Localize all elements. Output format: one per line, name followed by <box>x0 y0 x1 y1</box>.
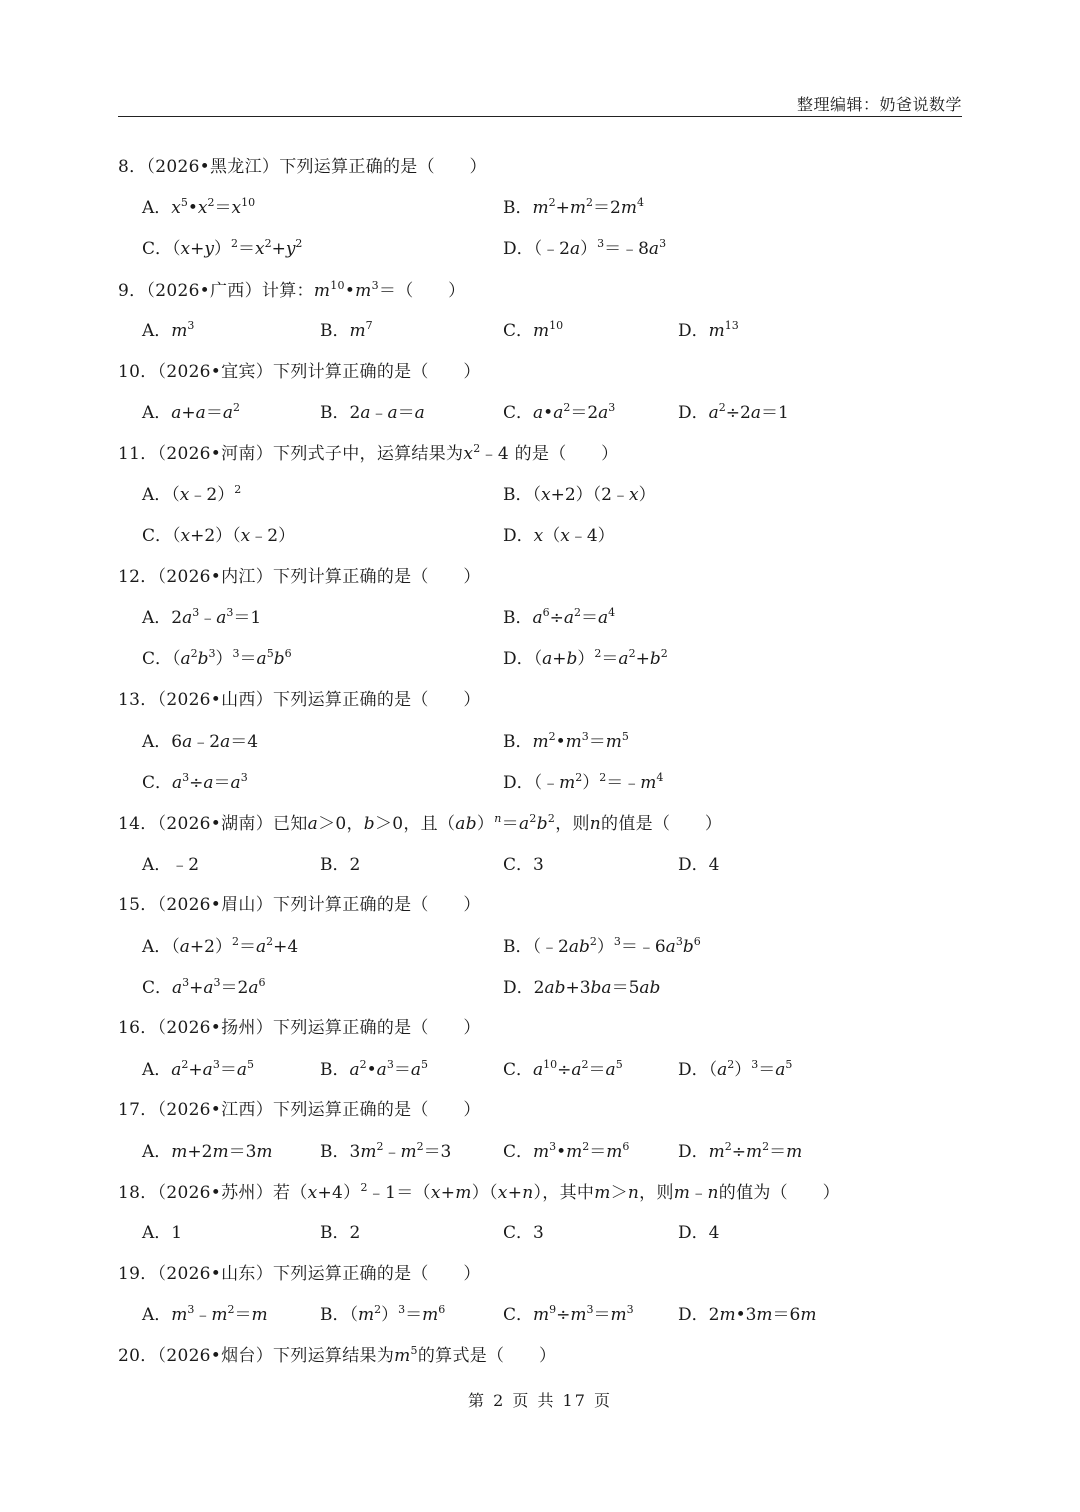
question-19-stem: 19．（2026•山东）下列运算正确的是（ ） <box>118 1264 481 1284</box>
question-11-option-d: D．x（x﹣4） <box>503 526 615 546</box>
question-15-option-a: A．$(a+2)^2=a^2+4$ <box>142 935 299 957</box>
question-14-stem: 14．（2026•湖南）已知a＞0，b＞0，且$(ab)^n=a^2b^2$，则n的值是（ ） <box>118 812 723 834</box>
question-15-option-d: D．2ab+3ba＝5ab <box>503 978 661 998</box>
question-9-option-a: A．$m^3$ <box>142 319 195 341</box>
question-18-option-c: C．3 <box>503 1223 544 1243</box>
question-19-option-d: D．2m•3m＝6m <box>678 1305 817 1325</box>
question-10-option-a: A．$a+a=a^2$ <box>142 401 240 423</box>
question-14-option-d: D．4 <box>678 855 720 875</box>
question-10-option-d: D．$a^2\div 2a=1$ <box>678 401 789 423</box>
question-18-option-d: D．4 <box>678 1223 720 1243</box>
question-18-option-b: B．2 <box>320 1223 361 1243</box>
question-9-option-d: D．$m^{13}$ <box>678 319 739 341</box>
question-10-option-b: B．2a﹣a＝a <box>320 403 425 423</box>
question-17-stem: 17．（2026•江西）下列运算正确的是（ ） <box>118 1100 481 1120</box>
question-8-option-b: B．$m^2+m^2=2m^4$ <box>503 196 644 218</box>
question-12-option-d: D．$(a+b)^2=a^2+b^2$ <box>503 647 668 669</box>
question-12-option-b: B．$a^6\div a^2=a^4$ <box>503 606 616 628</box>
question-16-option-b: B．$a^2•a^3=a^5$ <box>320 1058 428 1080</box>
question-19-option-c: C．$m^9\div m^3=m^3$ <box>503 1303 634 1325</box>
question-13-option-b: B．$m^2•m^3=m^5$ <box>503 730 629 752</box>
question-11-option-b: B．（x+2）（2﹣x） <box>503 485 656 505</box>
question-11-stem: 11．（2026•河南）下列式子中，运算结果为$x^2﹣4$ 的是（ ） <box>118 442 619 464</box>
page-header <box>118 92 962 117</box>
question-11-option-a: A．（x﹣2）$^2$ <box>142 483 242 505</box>
question-20-stem: 20．（2026•烟台）下列运算结果为$m^5$的算式是（ ） <box>118 1344 557 1366</box>
question-16-option-d: D．$(a^2)^3=a^5$ <box>678 1058 793 1080</box>
question-17-option-c: C．$m^3•m^2=m^6$ <box>503 1140 630 1162</box>
question-15-stem: 15．（2026•眉山）下列计算正确的是（ ） <box>118 895 481 915</box>
question-17-option-a: A．m+2m＝3m <box>142 1142 273 1162</box>
question-18-stem: 18．（2026•苏州）若$(x+4)^2﹣1=(x+m)(x+n)$，其中m＞n，则m﹣n的值为（ ） <box>118 1181 840 1203</box>
question-19-option-b: B．$(m^2)^3=m^6$ <box>320 1303 446 1325</box>
question-12-stem: 12．（2026•内江）下列计算正确的是（ ） <box>118 567 481 587</box>
question-13-option-d: D．$(﹣m^2)^2=﹣m^4$ <box>503 771 664 793</box>
question-14-option-a: A．﹣2 <box>142 855 200 875</box>
question-9-option-b: B．$m^7$ <box>320 319 373 341</box>
question-16-option-c: C．$a^{10}\div a^2=a^5$ <box>503 1058 623 1080</box>
question-19-option-a: A．$m^3﹣m^2=m$ <box>142 1303 268 1325</box>
header-text: 整理编辑：奶爸说数学 <box>796 95 962 114</box>
question-15-option-c: C．$a^3+a^3=2a^6$ <box>142 976 266 998</box>
question-9-option-c: C．$m^{10}$ <box>503 319 564 341</box>
question-12-option-c: C．$(a^2b^3)^3=a^5b^6$ <box>142 647 292 669</box>
question-14-option-c: C．3 <box>503 855 544 875</box>
question-8-stem: 8．（2026•黑龙江）下列运算正确的是（ ） <box>118 157 487 177</box>
question-17-option-b: B．$3m^2﹣m^2=3$ <box>320 1140 452 1162</box>
question-8-option-d: D．$(﹣2a)^3=﹣8a^3$ <box>503 237 667 259</box>
question-18-option-a: A．1 <box>142 1223 183 1243</box>
question-10-option-c: C．$a•a^2=2a^3$ <box>503 401 616 423</box>
question-8-option-c: C．$(x+y)^2=x^2+y^2$ <box>142 237 303 259</box>
page-footer: 第 2 页 共 17 页 <box>468 1391 612 1410</box>
question-13-stem: 13．（2026•山西）下列运算正确的是（ ） <box>118 690 481 710</box>
question-10-stem: 10．（2026•宜宾）下列计算正确的是（ ） <box>118 362 481 382</box>
question-9-stem: 9．（2026•广西）计算：$m^{10}•m^3=$（ ） <box>118 279 466 301</box>
question-16-stem: 16．（2026•扬州）下列运算正确的是（ ） <box>118 1018 481 1038</box>
question-12-option-a: A．$2a^3﹣a^3=1$ <box>142 606 262 628</box>
question-13-option-a: A．6a﹣2a＝4 <box>142 732 259 752</box>
question-13-option-c: C．$a^3\div a=a^3$ <box>142 771 248 793</box>
question-17-option-d: D．$m^2\div m^2=m$ <box>678 1140 803 1162</box>
question-15-option-b: B．$(﹣2ab^2)^3=﹣6a^3b^6$ <box>503 935 701 957</box>
question-11-option-c: C．（x+2）（x﹣2） <box>142 526 296 546</box>
question-14-option-b: B．2 <box>320 855 361 875</box>
question-8-option-a: A．$x^5•x^2=x^{10}$ <box>142 196 256 218</box>
question-16-option-a: A．$a^2+a^3=a^5$ <box>142 1058 254 1080</box>
